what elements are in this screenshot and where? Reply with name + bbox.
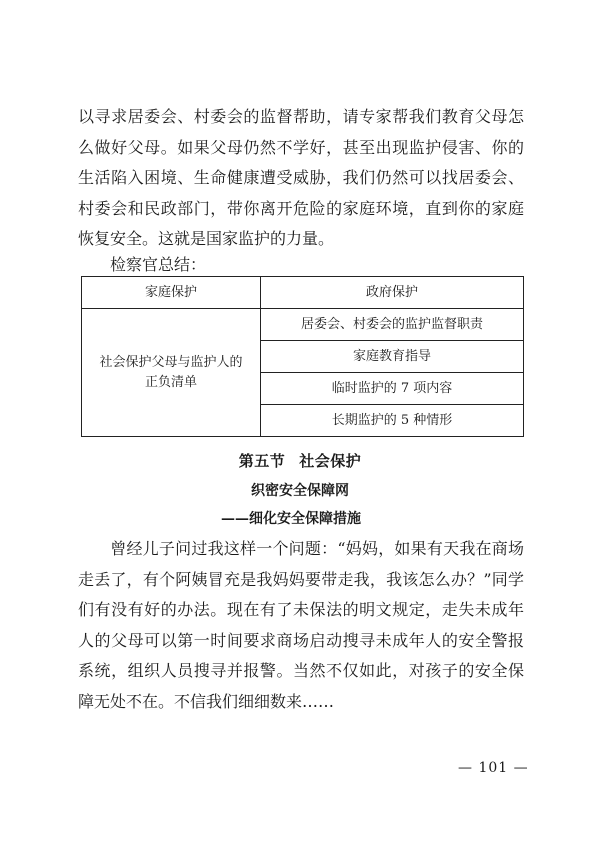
table-cell: 长期监护的 5 种情形 [261,405,524,437]
section-heading [0,451,600,471]
merged-cell-line-2: 正负清单 [144,374,197,390]
table-cell: 居委会、村委会的监护监督职责 [261,309,524,341]
body-paragraph-2-text: 曾经儿子问过我这样一个问题：“妈妈，如果有天我在商场走丢了，有个阿姨冒充是我妈妈要带走我，我该怎么办？”同学们有没有好的办法。现在有了未保法的明文规定，走失未成年人的父母可以第一时间要求商场启动搜寻未成年人的安全警报系统，组织人员搜寻并报警。当然不仅如此，对孩子的安全保障无处不在。不信我们细细数来…… [78,539,524,711]
section-number: 第五节 [238,452,286,470]
summary-label: 检察官总结： [110,255,207,274]
body-paragraph-1: 以寻求居委会、村委会的监督帮助，请专家帮我们教育父母怎么做好父母。如果父母仍然不学好，甚至出现监护侵害、你的生活陷入困境、生命健康遭受威胁，我们仍然可以找居委会、村委会和民政部门，带你离开危险的家庭环境，直到你的家庭恢复安全。这就是国家监护的力量。 [78,107,524,248]
table-header-family: 家庭保护 [82,277,261,309]
section-title: 社会保护 [299,452,362,470]
summary-table [81,276,524,437]
table-merged-cell [82,309,261,437]
table-header-government: 政府保护 [261,277,524,309]
page-number: — 101 — [458,760,529,776]
table-header-row [82,277,524,309]
table-row [82,309,524,341]
subtitle-2: ——细化安全保障措施 [221,511,361,527]
merged-cell-line-1: 社会保护父母与监护人的 [99,354,243,370]
table-cell: 临时监护的 7 项内容 [261,373,524,405]
table-cell: 家庭教育指导 [261,341,524,373]
subtitle: 织密安全保障网 [251,483,349,499]
body-paragraph-2 [78,534,524,717]
